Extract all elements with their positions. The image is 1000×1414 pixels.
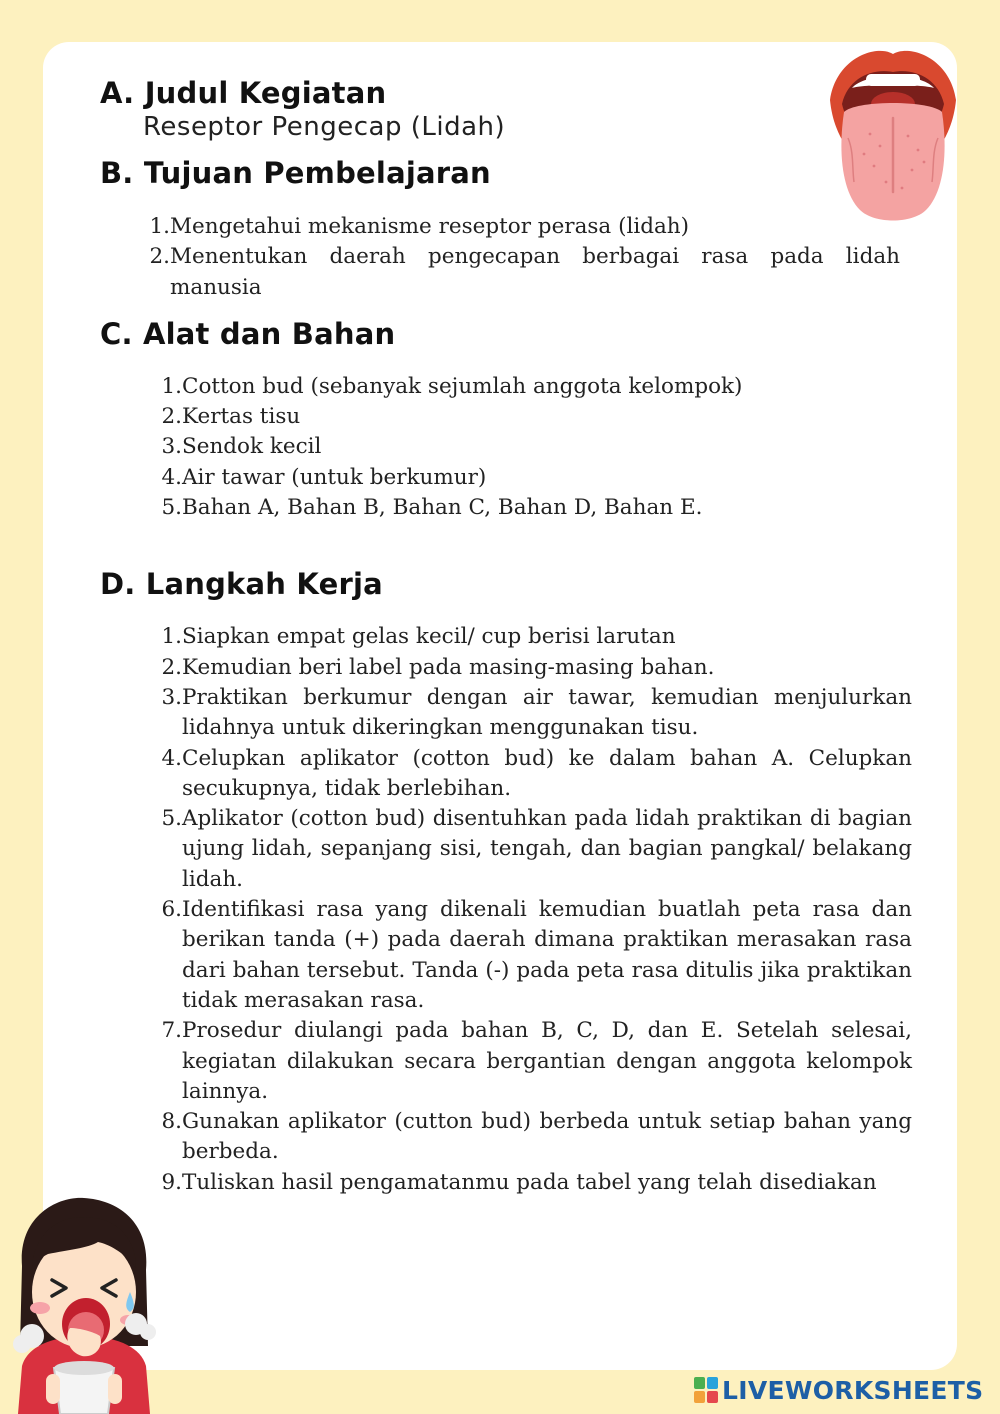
list-item	[156, 653, 912, 683]
list-item-number: 5.	[161, 495, 182, 521]
list-item	[156, 804, 912, 895]
liveworksheets-logo-icon	[694, 1377, 718, 1403]
list-item-text: Celupkan aplikator (cotton bud) ke dalam bahan A. Celupkan secukupnya, tidak berlebihan.	[182, 745, 912, 801]
list-item	[156, 372, 912, 402]
list-item	[144, 242, 900, 303]
worksheet-content	[100, 76, 912, 1198]
materials-list	[156, 372, 912, 523]
list-item-text: Gunakan aplikator (cutton bud) berbeda untuk setiap bahan yang berbeda.	[182, 1109, 912, 1165]
list-item-text: Aplikator (cotton bud) disentuhkan pada lidah praktikan di bagian ujung lidah, sepanjang sisi, tengah, dan bagian pangkal/ belakang lidah.	[182, 806, 912, 892]
list-item	[156, 463, 912, 493]
list-item	[156, 432, 912, 462]
watermark-text: LIVEWORKSHEETS	[722, 1375, 984, 1405]
section-a-heading: A. Judul Kegiatan	[100, 76, 387, 110]
girl-tasting-illustration	[8, 1196, 158, 1414]
list-item-text: Prosedur diulangi pada bahan B, C, D, dan E. Setelah selesai, kegiatan dilakukan secara bergantian dengan anggota kelompok lainnya.	[182, 1018, 912, 1104]
list-item-text: Kertas tisu	[182, 404, 301, 430]
list-item-text: Siapkan empat gelas kecil/ cup berisi larutan	[182, 624, 676, 650]
list-item	[156, 402, 912, 432]
section-work-steps	[100, 567, 912, 1198]
list-item-number: 6.	[161, 897, 182, 923]
list-item-text: Menentukan daerah pengecapan berbagai rasa pada lidah manusia	[170, 244, 900, 300]
list-item-text: Kemudian beri label pada masing-masing bahan.	[182, 654, 715, 680]
list-item-text: Mengetahui mekanisme reseptor perasa (lidah)	[170, 214, 690, 239]
list-item-text: Identifikasi rasa yang dikenali kemudian buatlah peta rasa dan berikan tanda (+) pada daerah dimana praktikan merasakan rasa dari bahan tersebut. Tanda (-) pada peta rasa ditulis jika praktikan tidak merasakan rasa.	[182, 897, 912, 1013]
list-item-number: 1.	[161, 373, 182, 399]
tongue-illustration	[826, 42, 960, 224]
list-item-number: 5.	[161, 806, 182, 832]
steps-list	[156, 622, 912, 1198]
list-item-number: 9.	[161, 1169, 182, 1195]
list-item	[156, 1168, 912, 1198]
list-item-number: 3.	[161, 684, 182, 710]
list-item	[144, 212, 900, 242]
section-b-heading: B. Tujuan Pembelajaran	[100, 156, 491, 190]
list-item	[156, 1016, 912, 1107]
list-item-text: Tuliskan hasil pengamatanmu pada tabel yang telah disediakan	[182, 1169, 877, 1195]
section-tools-materials	[100, 317, 912, 523]
list-item-number: 3.	[161, 434, 182, 460]
list-item-number: 8.	[161, 1109, 182, 1135]
list-item	[156, 1107, 912, 1168]
list-item-text: Air tawar (untuk berkumur)	[182, 464, 487, 490]
list-item	[156, 622, 912, 652]
list-item	[156, 895, 912, 1016]
list-item	[156, 683, 912, 744]
list-item-number: 2.	[161, 404, 182, 430]
list-item-text: Bahan A, Bahan B, Bahan C, Bahan D, Bahan E.	[182, 495, 703, 521]
list-item	[156, 493, 912, 523]
liveworksheets-watermark	[694, 1372, 983, 1408]
list-item-number: 1.	[149, 214, 170, 239]
list-item-text: Sendok kecil	[182, 434, 322, 460]
list-item-number: 4.	[161, 745, 182, 771]
objectives-list	[144, 212, 900, 303]
list-item-number: 4.	[161, 464, 182, 490]
list-item-number: 7.	[161, 1018, 182, 1044]
list-item-text: Cotton bud (sebanyak sejumlah anggota kelompok)	[182, 373, 743, 399]
section-c-heading: C. Alat dan Bahan	[100, 316, 396, 351]
list-item-number: 1.	[161, 624, 182, 650]
activity-subtitle: Reseptor Pengecap (Lidah)	[143, 112, 506, 142]
section-learning-objectives	[100, 156, 912, 303]
section-activity-title	[100, 76, 912, 142]
list-item-number: 2.	[161, 654, 182, 680]
list-item-text: Praktikan berkumur dengan air tawar, kemudian menjulurkan lidahnya untuk dikeringkan menggunakan tisu.	[182, 684, 912, 741]
list-item-number: 2.	[149, 244, 170, 270]
section-d-heading: D. Langkah Kerja	[100, 567, 383, 602]
list-item	[156, 744, 912, 805]
